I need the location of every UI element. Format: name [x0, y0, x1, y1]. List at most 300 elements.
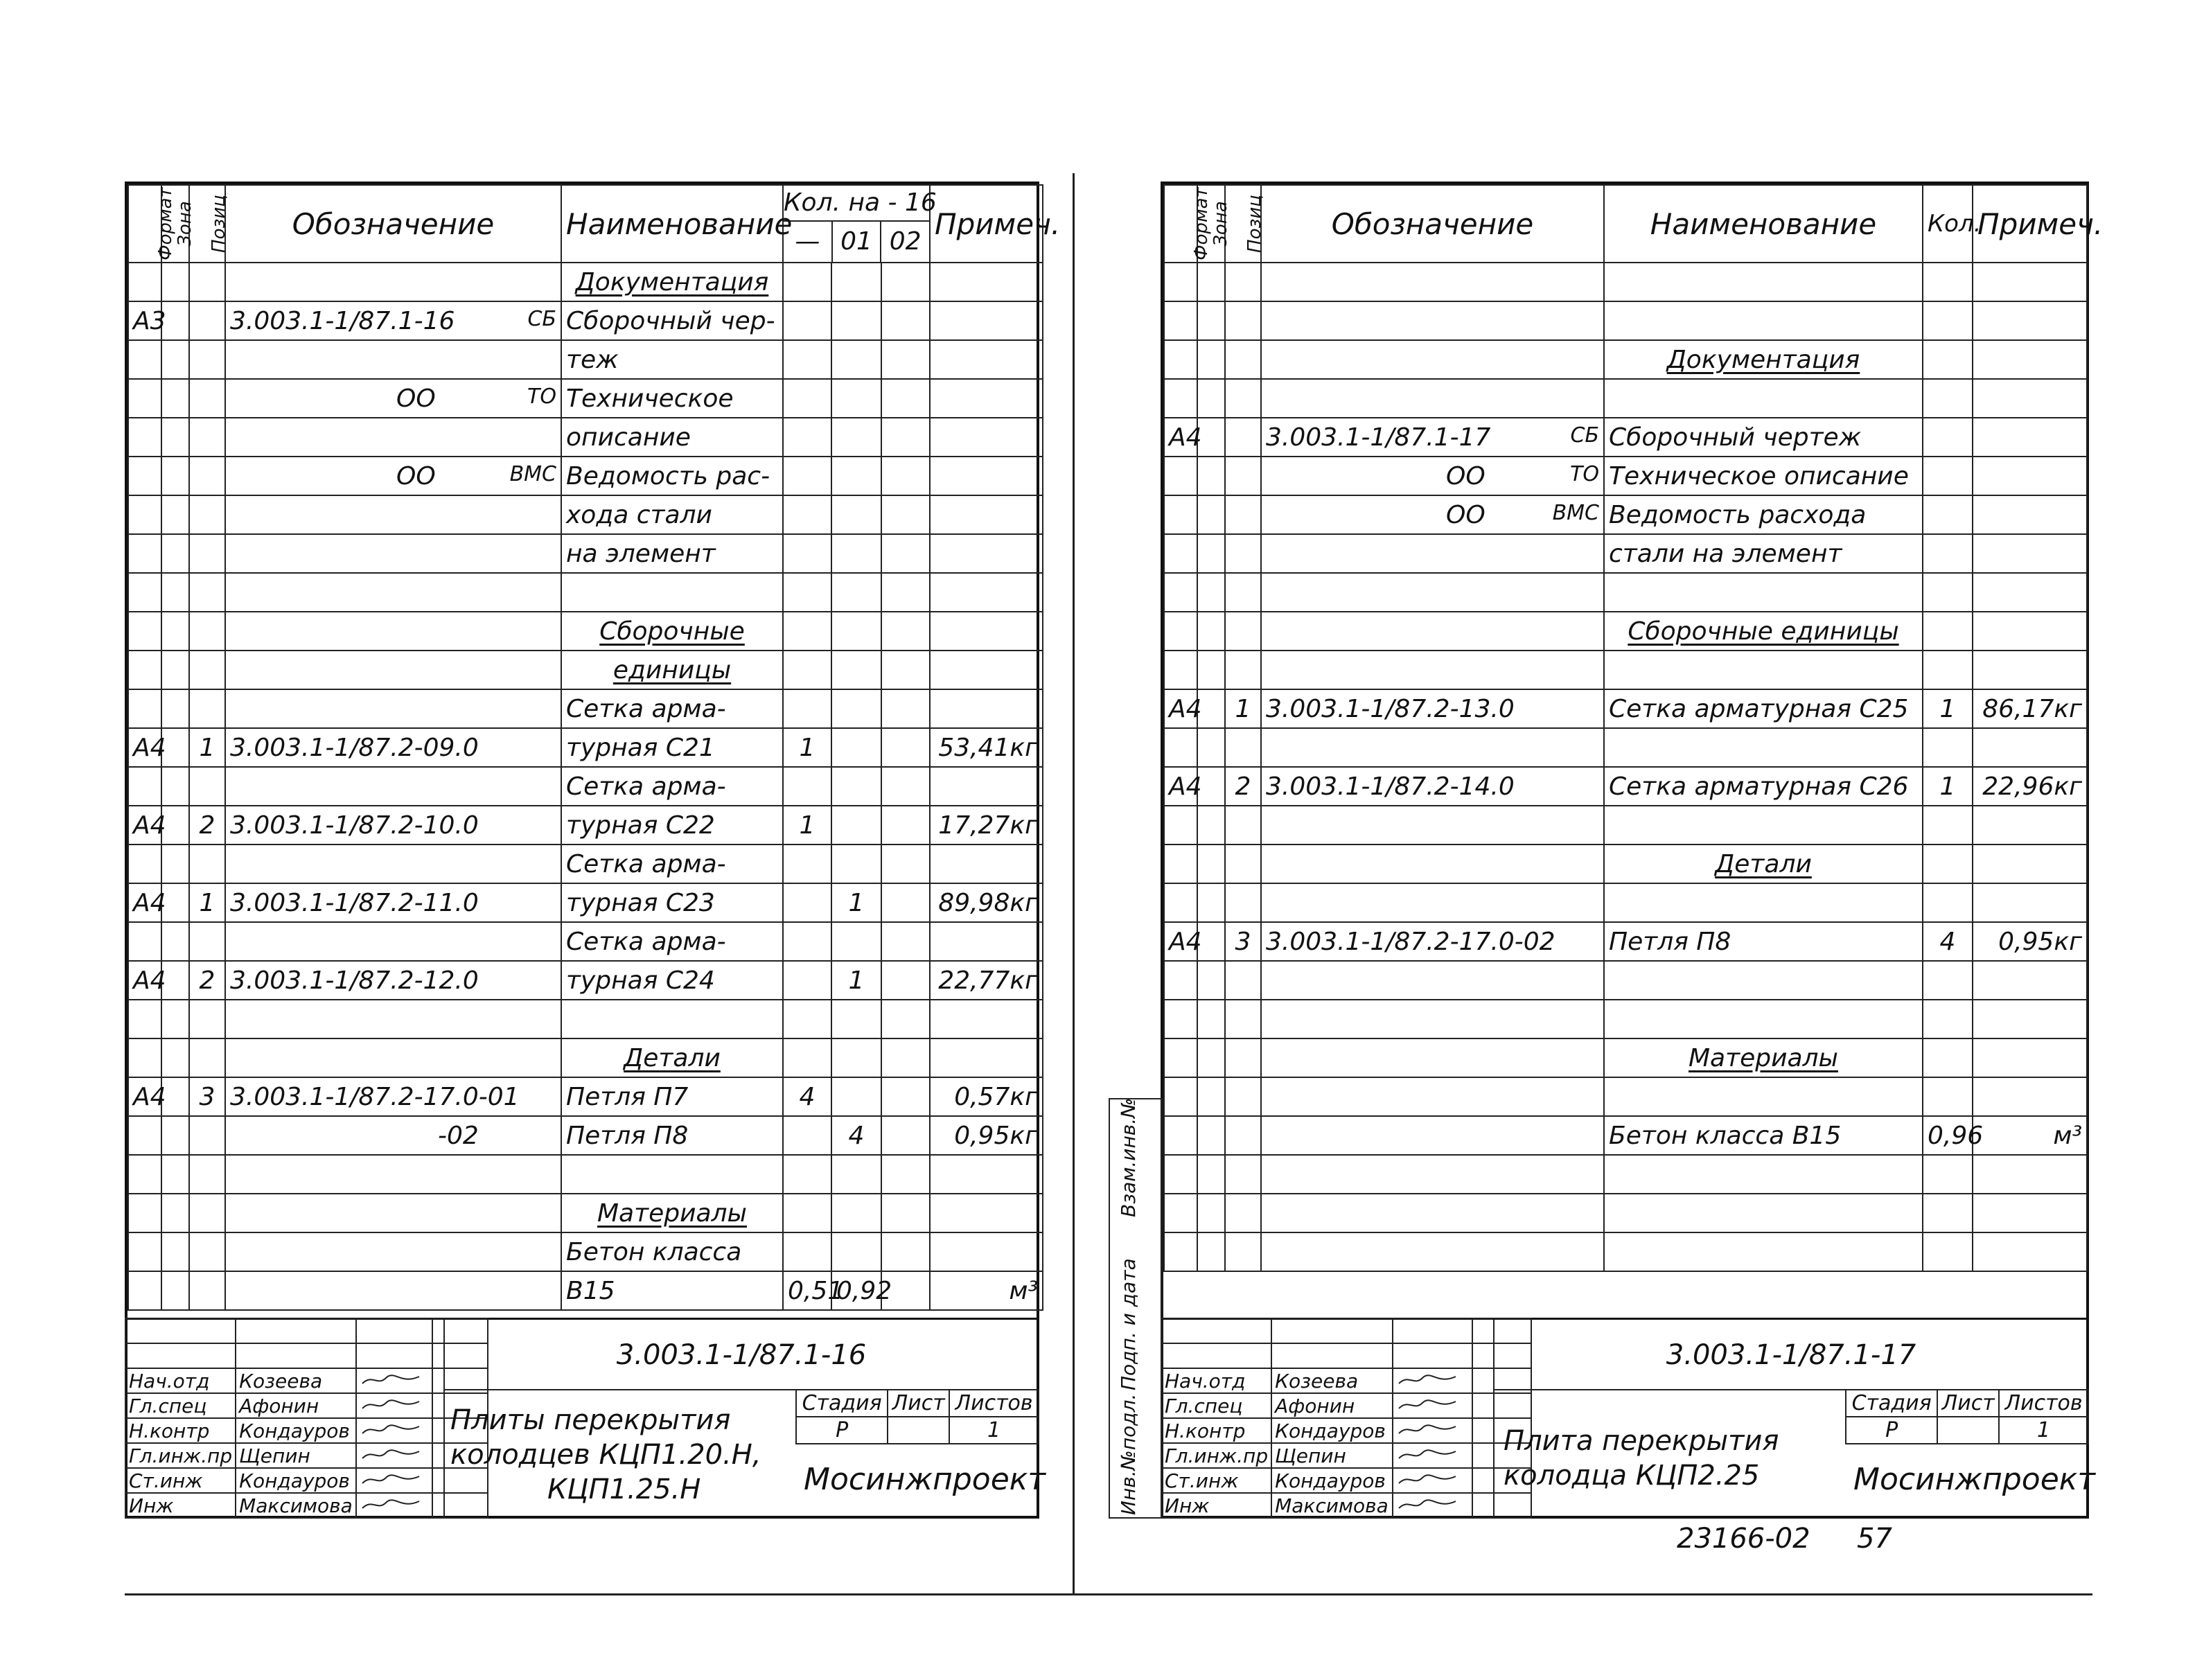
cell-designation	[225, 922, 561, 961]
signature-cell	[356, 1368, 432, 1393]
cell-pos	[189, 1194, 225, 1232]
cell-qty-02	[881, 418, 930, 457]
header-name: Наименование	[561, 185, 783, 263]
cell-format	[128, 689, 161, 728]
cell-qty-01	[831, 379, 881, 418]
role-label: Ст.инж	[125, 1468, 236, 1493]
cell-name: Материалы	[561, 1194, 783, 1232]
cell-pos	[189, 418, 225, 457]
date-cell	[1472, 1493, 1531, 1518]
signature-icon	[360, 1497, 422, 1512]
cell-pos	[189, 534, 225, 573]
right-spec-body	[1164, 263, 2087, 1271]
roles-empty-row	[125, 1318, 488, 1343]
cell-designation	[225, 495, 561, 534]
cell-pos	[189, 1155, 225, 1194]
cell-note	[1973, 1232, 2087, 1271]
roles-row	[125, 1393, 488, 1418]
cell-pos	[1225, 495, 1261, 534]
cell-name: Документация	[1604, 340, 1923, 379]
cell-designation: 3.003.1-1/87.2-12.0	[225, 961, 561, 1000]
date-cell	[432, 1368, 488, 1393]
cell-zone	[161, 534, 189, 573]
header-pos: Позиц	[189, 185, 225, 263]
cell-designation	[1261, 301, 1604, 340]
page-number: 57	[1857, 1523, 1892, 1555]
cell-note	[930, 689, 1043, 728]
cell-qty-01	[831, 457, 881, 495]
side-stamp-inv: Инв.№подл.	[1117, 1393, 1140, 1515]
cell-name: Документация	[561, 263, 783, 301]
cell-format	[128, 1155, 161, 1194]
cell-name: на элемент	[561, 534, 783, 573]
role-label: Гл.спец	[125, 1393, 236, 1418]
cell-format	[128, 263, 161, 301]
cell-note	[930, 263, 1043, 301]
cell-qty	[1923, 340, 1973, 379]
cell-note: м³	[930, 1271, 1043, 1310]
cell-zone	[1197, 301, 1225, 340]
cell-designation	[1261, 379, 1604, 418]
cell-designation	[1261, 573, 1604, 612]
cell-name: Сетка арма-	[561, 845, 783, 883]
cell-qty-base	[783, 1232, 831, 1271]
header-pos: Позиц	[1225, 185, 1261, 263]
cell-name: теж	[561, 340, 783, 379]
cell-format: А4	[1164, 767, 1197, 806]
cell-note	[1973, 418, 2087, 457]
cell-name	[561, 1000, 783, 1038]
cell-zone	[1197, 961, 1225, 1000]
cell-pos: 1	[1225, 689, 1261, 728]
table-row	[1164, 651, 2087, 689]
left-header-row	[128, 185, 1043, 263]
cell-designation	[225, 845, 561, 883]
cell-pos	[1225, 845, 1261, 883]
cell-qty-base	[783, 961, 831, 1000]
roles-row	[125, 1368, 488, 1393]
cell-note	[930, 651, 1043, 689]
cell-pos	[189, 1038, 225, 1077]
cell-note	[930, 379, 1043, 418]
table-row	[128, 495, 1043, 534]
cell-name: описание	[561, 418, 783, 457]
header-format: Формат	[1164, 185, 1197, 263]
header-note: Примеч.	[930, 185, 1043, 263]
cell-note	[930, 534, 1043, 573]
role-person: Афонин	[236, 1393, 356, 1418]
cell-format: А4	[1164, 922, 1197, 961]
role-label: Ст.инж	[1161, 1468, 1271, 1493]
role-label: Н.контр	[125, 1418, 236, 1443]
table-row	[1164, 418, 2087, 457]
cell-name: Петля П8	[561, 1116, 783, 1155]
cell-name: Техническое	[561, 379, 783, 418]
cell-format	[1164, 379, 1197, 418]
cell-name: Сборочные	[561, 612, 783, 651]
cell-name	[1604, 379, 1923, 418]
cell-qty-01	[831, 1232, 881, 1271]
cell-qty: 1	[1923, 689, 1973, 728]
cell-zone	[1197, 1038, 1225, 1077]
signature-icon	[360, 1397, 422, 1413]
right-header-row	[1164, 185, 2087, 263]
signature-icon	[1396, 1497, 1458, 1512]
cell-format	[128, 1271, 161, 1310]
cell-pos	[189, 612, 225, 651]
cell-note	[1973, 651, 2087, 689]
roles-row	[1161, 1393, 1531, 1418]
cell-format	[128, 573, 161, 612]
cell-zone	[161, 495, 189, 534]
cell-name: Бетон класса В15	[1604, 1116, 1923, 1155]
roles-row	[1161, 1493, 1531, 1518]
cell-note	[1973, 495, 2087, 534]
cell-designation: 3.003.1-1/87.2-17.0-01	[225, 1077, 561, 1116]
cell-format	[1164, 806, 1197, 845]
cell-name	[1604, 961, 1923, 1000]
cell-name: Сборочный чер-	[561, 301, 783, 340]
table-row	[1164, 883, 2087, 922]
right-roles-table	[1161, 1318, 1532, 1519]
signature-cell	[356, 1468, 432, 1493]
side-stamp-replace: Взам.инв.№	[1117, 1097, 1140, 1217]
cell-qty-02	[881, 1000, 930, 1038]
table-row	[1164, 612, 2087, 651]
cell-qty	[1923, 379, 1973, 418]
cell-pos	[189, 689, 225, 728]
cell-format	[1164, 263, 1197, 301]
cell-qty	[1923, 1038, 1973, 1077]
cell-qty-base	[783, 1155, 831, 1194]
cell-zone	[161, 1000, 189, 1038]
cell-note	[1973, 1155, 2087, 1194]
role-label: Нач.отд	[125, 1368, 236, 1393]
role-label: Инж	[125, 1493, 236, 1518]
cell-pos: 2	[189, 806, 225, 845]
cell-designation: 3.003.1-1/87.2-13.0	[1261, 689, 1604, 728]
cell-pos	[189, 651, 225, 689]
cell-zone	[1197, 883, 1225, 922]
cell-designation	[225, 418, 561, 457]
signature-icon	[1396, 1422, 1458, 1438]
cell-zone	[161, 767, 189, 806]
cell-zone	[161, 1116, 189, 1155]
left-roles-table	[125, 1318, 488, 1519]
cell-qty-01	[831, 263, 881, 301]
role-label: Инж	[1161, 1493, 1271, 1518]
cell-name: Детали	[561, 1038, 783, 1077]
role-person: Кондауров	[236, 1418, 356, 1443]
cell-format	[1164, 1155, 1197, 1194]
table-row	[128, 418, 1043, 457]
signature-icon	[360, 1447, 422, 1462]
cell-name	[561, 1155, 783, 1194]
cell-zone	[1197, 1232, 1225, 1271]
header-name: Наименование	[1604, 185, 1923, 263]
cell-qty-base	[783, 883, 831, 922]
cell-zone	[161, 418, 189, 457]
cell-qty-base	[783, 922, 831, 961]
cell-qty-02	[881, 922, 930, 961]
cell-pos	[189, 1271, 225, 1310]
cell-format	[1164, 961, 1197, 1000]
cell-qty-02	[881, 301, 930, 340]
cell-format	[128, 1232, 161, 1271]
cell-zone	[1197, 573, 1225, 612]
roles-row	[125, 1468, 488, 1493]
cell-qty-01	[831, 1155, 881, 1194]
cell-zone	[1197, 845, 1225, 883]
table-row	[1164, 922, 2087, 961]
cell-qty-02	[881, 340, 930, 379]
cell-name: Сетка арма-	[561, 767, 783, 806]
cell-pos	[1225, 1155, 1261, 1194]
cell-qty-base	[783, 1000, 831, 1038]
side-stamp	[1109, 1098, 1163, 1519]
table-row	[1164, 495, 2087, 534]
roles-empty-row	[1161, 1318, 1531, 1343]
role-person: Кондауров	[1271, 1418, 1393, 1443]
cell-qty	[1923, 728, 1973, 767]
cell-pos	[1225, 534, 1261, 573]
cell-format	[1164, 340, 1197, 379]
cell-pos	[1225, 1000, 1261, 1038]
cell-format	[1164, 534, 1197, 573]
cell-qty-base	[783, 845, 831, 883]
cell-note	[930, 1194, 1043, 1232]
table-row	[128, 301, 1043, 340]
cell-name	[1604, 573, 1923, 612]
table-row	[128, 922, 1043, 961]
cell-format	[128, 922, 161, 961]
header-qty-group: Кол. на - 16 — 01 02	[783, 185, 930, 263]
cell-format	[128, 1116, 161, 1155]
cell-name	[1604, 806, 1923, 845]
cell-designation	[225, 573, 561, 612]
cell-note: 17,27кг	[930, 806, 1043, 845]
cell-qty-01	[831, 922, 881, 961]
table-row	[1164, 534, 2087, 573]
cell-pos	[1225, 961, 1261, 1000]
table-row	[1164, 1077, 2087, 1116]
table-row	[128, 767, 1043, 806]
cell-pos	[189, 301, 225, 340]
cell-format: А3	[128, 301, 161, 340]
left-spec-table	[127, 184, 1061, 1311]
cell-pos	[189, 1232, 225, 1271]
cell-note	[1973, 845, 2087, 883]
cell-designation	[1261, 1194, 1604, 1232]
cell-zone	[1197, 1000, 1225, 1038]
cell-format	[128, 612, 161, 651]
cell-note	[1973, 1077, 2087, 1116]
cell-qty-base: 0,51	[783, 1271, 831, 1310]
cell-designation	[1261, 340, 1604, 379]
cell-designation	[1261, 806, 1604, 845]
cell-zone	[161, 1194, 189, 1232]
cell-pos	[1225, 379, 1261, 418]
cell-name: турная С24	[561, 961, 783, 1000]
cell-note	[930, 922, 1043, 961]
cell-zone	[1197, 806, 1225, 845]
cell-qty-base	[783, 651, 831, 689]
signature-cell	[356, 1493, 432, 1518]
cell-qty-02	[881, 457, 930, 495]
role-person: Кондауров	[236, 1468, 356, 1493]
roles-row	[125, 1493, 488, 1518]
cell-name: Сетка арма-	[561, 689, 783, 728]
cell-format	[1164, 612, 1197, 651]
cell-name: Детали	[1604, 845, 1923, 883]
cell-note	[1973, 1000, 2087, 1038]
cell-designation	[225, 689, 561, 728]
cell-format: А4	[128, 728, 161, 767]
signature-icon	[360, 1422, 422, 1438]
cell-format	[128, 495, 161, 534]
cell-designation: 3.003.1-1/87.2-09.0	[225, 728, 561, 767]
table-row	[1164, 379, 2087, 418]
cell-qty	[1923, 845, 1973, 883]
table-row	[128, 689, 1043, 728]
cell-note	[1973, 1038, 2087, 1077]
left-org: Мосинжпроект	[804, 1462, 1046, 1497]
cell-note: 22,77кг	[930, 961, 1043, 1000]
role-label: Гл.инж.пр	[1161, 1443, 1271, 1468]
cell-name	[561, 573, 783, 612]
cell-pos	[1225, 1077, 1261, 1116]
cell-pos	[189, 1000, 225, 1038]
cell-name: В15	[561, 1271, 783, 1310]
cell-zone	[1197, 457, 1225, 495]
cell-qty-base	[783, 767, 831, 806]
header-designation: Обозначение	[225, 185, 561, 263]
cell-note	[930, 767, 1043, 806]
cell-pos: 3	[1225, 922, 1261, 961]
cell-note	[930, 612, 1043, 651]
cell-pos	[1225, 418, 1261, 457]
cell-designation	[225, 1038, 561, 1077]
cell-name	[1604, 1000, 1923, 1038]
role-person: Щепин	[1271, 1443, 1393, 1468]
cell-pos: 1	[189, 728, 225, 767]
cell-designation: ОО ТО	[225, 379, 561, 418]
cell-zone	[161, 340, 189, 379]
cell-note	[1973, 379, 2087, 418]
cell-qty-base	[783, 457, 831, 495]
cell-zone	[1197, 263, 1225, 301]
cell-qty-01	[831, 1038, 881, 1077]
cell-pos	[1225, 340, 1261, 379]
right-doc-code: 3.003.1-1/87.1-17	[1666, 1339, 1916, 1371]
cell-qty-base	[783, 573, 831, 612]
cell-zone	[161, 1038, 189, 1077]
cell-designation	[225, 1194, 561, 1232]
cell-name: Петля П7	[561, 1077, 783, 1116]
cell-qty	[1923, 263, 1973, 301]
cell-note	[1973, 263, 2087, 301]
table-row	[1164, 728, 2087, 767]
header-note: Примеч.	[1973, 185, 2087, 263]
cell-format: А4	[128, 1077, 161, 1116]
cell-zone	[161, 845, 189, 883]
cell-pos	[1225, 806, 1261, 845]
cell-designation	[225, 1271, 561, 1310]
cell-zone	[161, 612, 189, 651]
cell-format	[128, 418, 161, 457]
cell-format	[128, 1000, 161, 1038]
cell-qty-02	[881, 612, 930, 651]
cell-format	[128, 1194, 161, 1232]
cell-pos	[1225, 263, 1261, 301]
cell-designation: 3.003.1-1/87.1-17 СБ	[1261, 418, 1604, 457]
cell-note: 0,95кг	[1973, 922, 2087, 961]
header-zone: Зона	[161, 185, 189, 263]
cell-qty-01: 1	[831, 961, 881, 1000]
cell-qty-base	[783, 689, 831, 728]
table-row	[128, 573, 1043, 612]
cell-name: Материалы	[1604, 1038, 1923, 1077]
cell-qty-01	[831, 301, 881, 340]
cell-qty-02	[881, 845, 930, 883]
cell-qty-01	[831, 573, 881, 612]
cell-qty-01	[831, 1077, 881, 1116]
signature-cell	[1393, 1368, 1472, 1393]
cell-qty-01	[831, 728, 881, 767]
cell-note	[1973, 728, 2087, 767]
role-label: Гл.спец	[1161, 1393, 1271, 1418]
cell-qty-base: 1	[783, 806, 831, 845]
cell-designation	[225, 767, 561, 806]
table-row	[128, 1038, 1043, 1077]
cell-qty-01	[831, 689, 881, 728]
left-doc-title: Плиты перекрытия колодцев КЦП1.20.Н, КЦП1.25.Н	[450, 1404, 761, 1505]
cell-pos	[1225, 1038, 1261, 1077]
cell-pos: 3	[189, 1077, 225, 1116]
cell-zone	[161, 1271, 189, 1310]
header-designation: Обозначение	[1261, 185, 1604, 263]
cell-note	[930, 301, 1043, 340]
table-row	[1164, 689, 2087, 728]
left-doc-code: 3.003.1-1/87.1-16	[616, 1339, 867, 1371]
cell-note	[1973, 340, 2087, 379]
cell-qty	[1923, 651, 1973, 689]
cell-note	[930, 1038, 1043, 1077]
role-person: Максимова	[1271, 1493, 1393, 1518]
cell-designation: ОО ТО	[1261, 457, 1604, 495]
cell-note: м³	[1973, 1116, 2087, 1155]
cell-name: Петля П8	[1604, 922, 1923, 961]
cell-qty	[1923, 418, 1973, 457]
cell-name: Сборочный чертеж	[1604, 418, 1923, 457]
archive-number: 23166-02	[1677, 1523, 1810, 1555]
cell-note	[1973, 1194, 2087, 1232]
roles-empty-row	[125, 1343, 488, 1368]
signature-cell	[1393, 1493, 1472, 1518]
cell-pos: 2	[1225, 767, 1261, 806]
cell-designation	[1261, 1038, 1604, 1077]
cell-qty	[1923, 495, 1973, 534]
table-row	[128, 1271, 1043, 1310]
cell-designation: 3.003.1-1/87.2-14.0	[1261, 767, 1604, 806]
cell-qty-base	[783, 379, 831, 418]
table-row	[128, 883, 1043, 922]
table-row	[128, 534, 1043, 573]
table-row	[1164, 1116, 2087, 1155]
signature-icon	[1396, 1372, 1458, 1388]
cell-designation	[1261, 1116, 1604, 1155]
cell-format	[1164, 457, 1197, 495]
